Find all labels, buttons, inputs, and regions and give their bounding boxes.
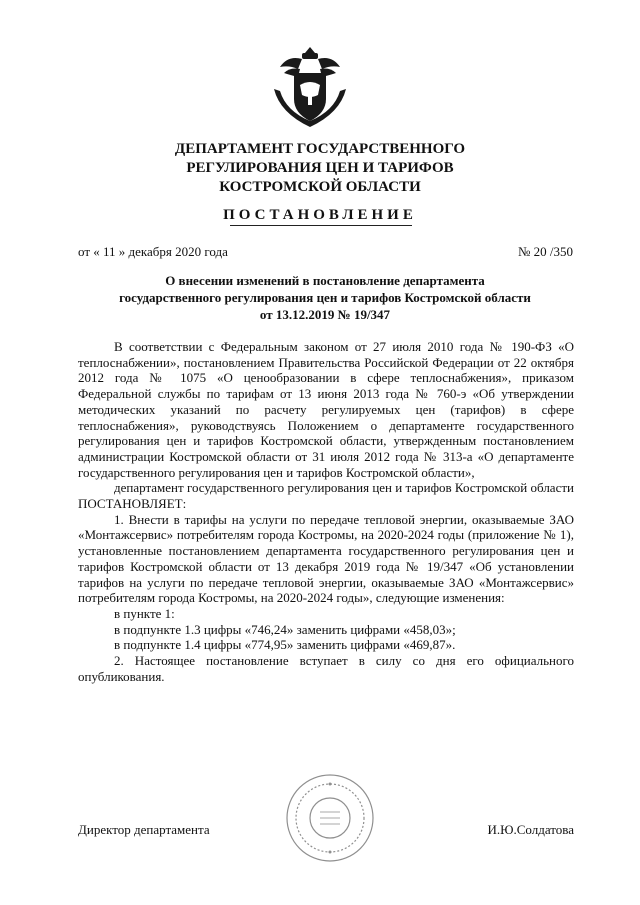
- subject-line-1: О внесении изменений в постановление департамента: [165, 273, 485, 288]
- subject-line-3: от 13.12.2019 № 19/347: [259, 307, 391, 322]
- document-type-underline: [230, 225, 412, 226]
- paragraph-preamble: В соответствии с Федеральным законом от 27 июля 2010 года № 190-ФЗ «О теплоснабжении», постановлением Правительства Российской Федерации от 22 октября 2012 года № 1075 «О ценообразовании в сфере теплоснабжения», приказом Федеральной службы по тарифам от 13 июня 2013 года № 760-э «Об утверждении методических указаний по расчету регулируемых цен (тарифов) в сфере теплоснабжения», руководствуясь Положением о департаменте государственного регулирования цен и тарифов Костромской области, утвержденным постановлением администрации Костромской области от 31 июля 2012 года № 313-а «О департаменте государственного регулирования цен и тарифов Костромской области»,: [78, 339, 574, 480]
- document-number: № 20 /350: [517, 244, 573, 259]
- dept-line-1: ДЕПАРТАМЕНТ ГОСУДАРСТВЕННОГО: [174, 141, 466, 157]
- subject-line-2: государственного регулирования цен и тарифов Костромской области: [119, 290, 531, 305]
- paragraph-item-1: 1. Внести в тарифы на услуги по передаче тепловой энергии, оказываемые ЗАО «Монтажсервис» потребителям города Костромы, на 2020-2024 годы (приложение № 1), установленные постановлением департамента государственного регулирования цен и тарифов Костромской области от 13 декабря 2019 года № 19/347 «Об установлении тарифов на услуги по передаче тепловой энергии, оказываемые ЗАО «Монтажсервис» потребителям города Костромы, на 2020-2024 годы», следующие изменения:: [78, 511, 574, 606]
- document-date: от « 11 » декабря 2020 года: [78, 244, 228, 259]
- official-seal-stamp: [284, 772, 376, 864]
- paragraph-item-1-point: в пункте 1:: [114, 605, 175, 621]
- paragraph-subitem-1-4: в подпункте 1.4 цифры «774,95» заменить цифрами «469,87».: [114, 637, 456, 653]
- dept-line-3: КОСТРОМСКОЙ ОБЛАСТИ: [219, 179, 421, 195]
- document-type: ПОСТАНОВЛЕНИЕ: [223, 207, 417, 223]
- document-subject: [80, 272, 570, 323]
- signer-name: И.Ю.Солдатова: [487, 822, 574, 837]
- department-title: [120, 140, 520, 197]
- document-body: [78, 339, 574, 684]
- dept-line-2: РЕГУЛИРОВАНИЯ ЦЕН И ТАРИФОВ: [186, 160, 454, 176]
- paragraph-item-2: 2. Настоящее постановление вступает в силу со дня его официального опубликования.: [78, 653, 574, 684]
- signer-position: Директор департамента: [78, 822, 210, 837]
- date-number-row: [78, 244, 573, 260]
- coat-of-arms-emblem: [270, 45, 350, 129]
- paragraph-resolves: департамент государственного регулирования цен и тарифов Костромской области ПОСТАНОВЛЯЕТ:: [78, 480, 574, 512]
- signature-row: [78, 822, 574, 838]
- paragraph-subitem-1-3: в подпункте 1.3 цифры «746,24» заменить цифрами «458,03»;: [114, 621, 456, 637]
